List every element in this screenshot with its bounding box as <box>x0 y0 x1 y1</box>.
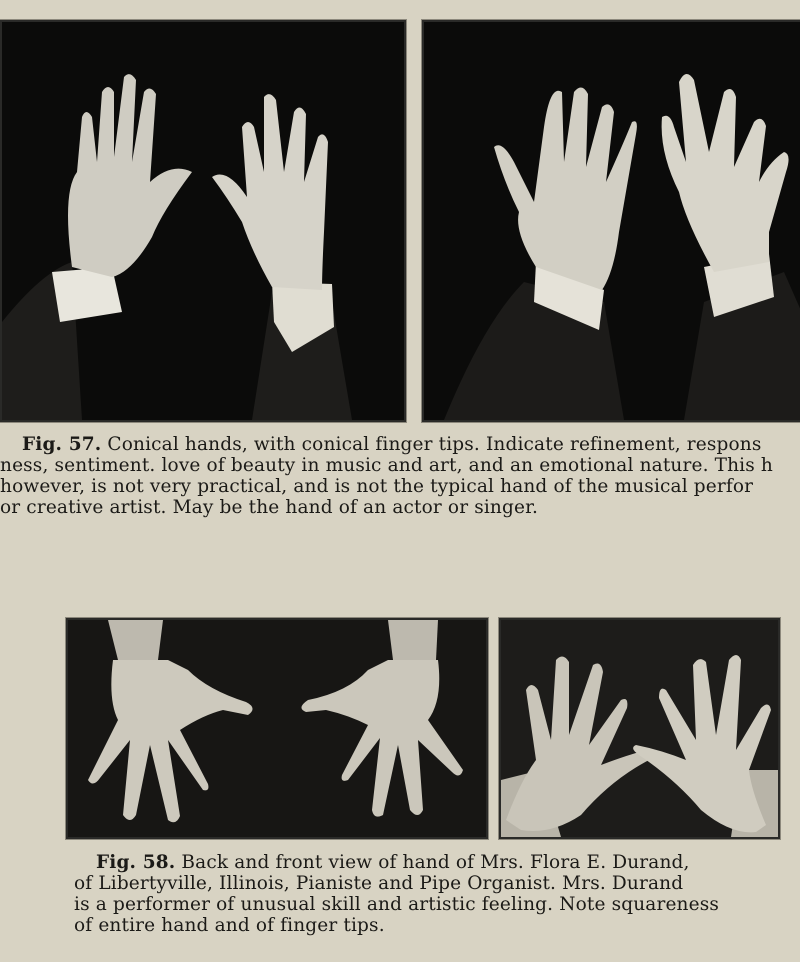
fig57-backs-photo <box>422 20 800 422</box>
fig58-number: Fig. 58. <box>96 852 176 873</box>
fig58-caption-line-1 <box>74 852 774 873</box>
fig58-caption-line-3: is a performer of unusual skill and artistic feeling. Note squareness <box>74 894 719 915</box>
backs-illustration <box>424 22 800 420</box>
fig58-caption <box>74 852 774 936</box>
fig58-caption-line-2: of Libertyville, Illinois, Pianiste and Pipe Organist. Mrs. Durand <box>74 873 684 894</box>
spread-palms-illustration <box>68 620 486 837</box>
fig57-caption-line-2: ness, sentiment. love of beauty in music and art, and an emotional nature. This h <box>0 455 773 476</box>
fig58-front-photo <box>66 618 488 839</box>
fig58-back-photo <box>499 618 780 839</box>
fig57-caption-line-4: or creative artist. May be the hand of an actor or singer. <box>0 497 539 518</box>
fig57-palms-photo <box>0 20 406 422</box>
fig57-caption-line-1 <box>0 434 800 455</box>
fig58-text-1: Back and front view of hand of Mrs. Flora E. Durand, <box>181 852 690 873</box>
fig58-caption-line-4: of entire hand and of finger tips. <box>74 915 385 936</box>
palms-illustration <box>2 22 404 420</box>
fig57-caption <box>0 434 800 518</box>
fig57-text-1: Conical hands, with conical finger tips. Indicate refinement, respons <box>107 434 762 455</box>
fig57-caption-line-3: however, is not very practical, and is not the typical hand of the musical perfor <box>0 476 754 497</box>
spread-backs-illustration <box>501 620 778 837</box>
fig57-number: Fig. 57. <box>22 434 102 455</box>
